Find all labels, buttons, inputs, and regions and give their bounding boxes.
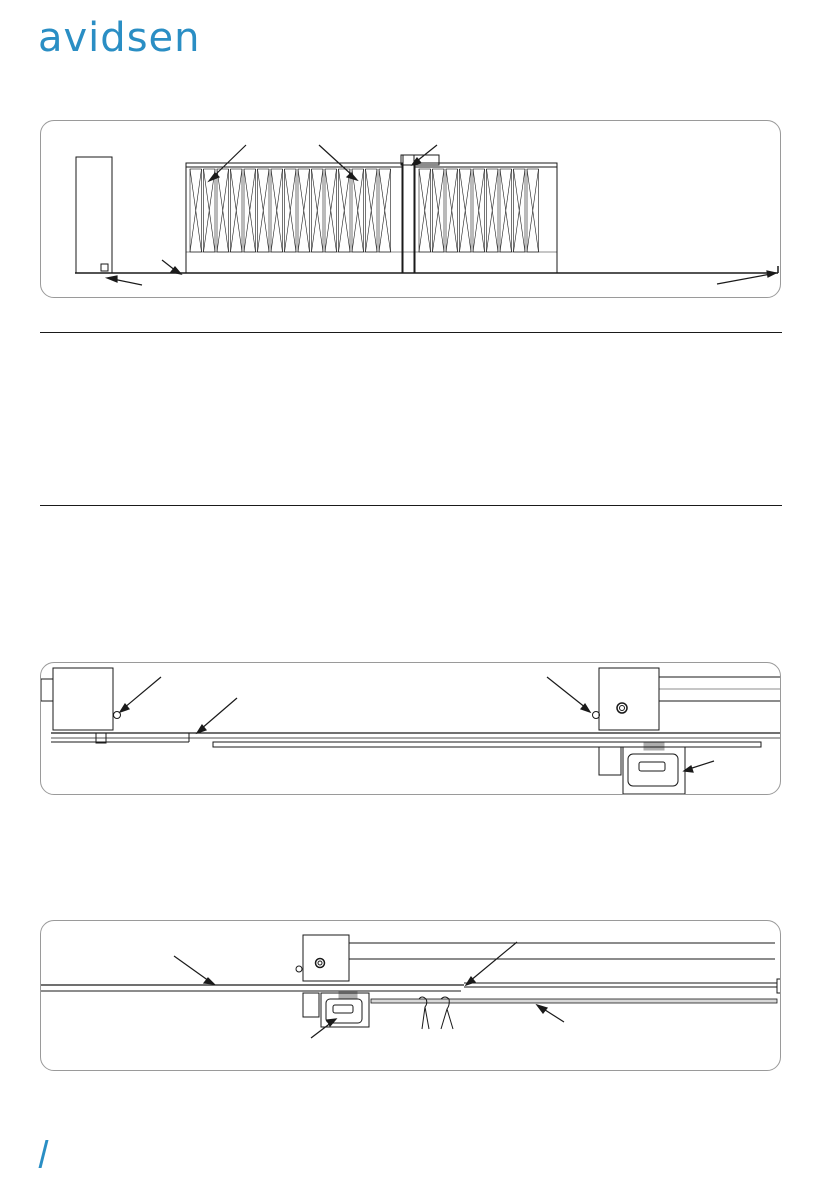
- left-bracket-box: [53, 668, 113, 730]
- motor-housing: [599, 668, 659, 730]
- pillar-shape: [76, 157, 112, 273]
- page-marker: [39, 1140, 49, 1168]
- figure-motor-limit-detail: [40, 662, 781, 795]
- center-post: [403, 155, 414, 273]
- section-divider: [40, 332, 782, 333]
- motor-limit-drawing: [41, 663, 781, 795]
- limit-stop-shape: [101, 264, 108, 271]
- avidsen-logo: avidsen: [38, 15, 201, 61]
- figure-gate-overview: [40, 120, 781, 298]
- gate-lattice: [190, 169, 539, 252]
- rail-install-drawing: [41, 921, 781, 1071]
- motor-housing: [303, 935, 349, 981]
- section-divider: [40, 505, 782, 506]
- gate-overview-drawing: [41, 121, 781, 298]
- figure-rail-install-detail: [40, 920, 781, 1071]
- gate-leaf-right: [415, 163, 557, 273]
